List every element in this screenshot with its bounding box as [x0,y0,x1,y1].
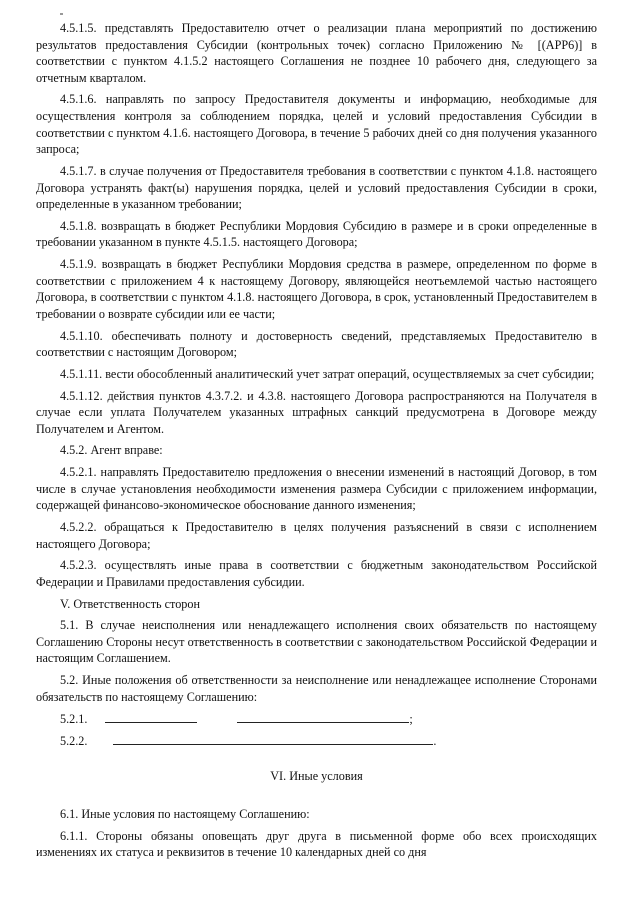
scan-artifact [60,13,63,15]
clause-5-2: 5.2. Иные положения об ответственности за неисполнение или ненадлежащее исполнение Сторонами обязательств по настоящему Соглашению: [36,673,597,704]
clause-5-2-1 [36,710,597,728]
clause-5-2-1-end: ; [409,712,413,727]
clause-6-1: 6.1. Иные условия по настоящему Соглашению: [60,807,310,822]
clause-4-5-1-7: 4.5.1.7. в случае получения от Предоставителя требования в соответствии с пунктом 4.1.8. настоящего Договора устранять факт(ы) нарушения порядка, целей и условий предоставления Субсидии в сроки, определенные в указанном требовании; [36,163,597,212]
blank-line [237,710,409,723]
clause-4-5-1-8: 4.5.1.8. возвращать в бюджет Республики Мордовия Субсидию в размере и в сроки определенные в требовании указанном в пункте 4.5.1.5. настоящего Договора; [36,218,597,250]
clause-4-5-1-10: 4.5.1.10. обеспечивать полноту и достоверность сведений, представляемых Предоставителю в соответствии с настоящим Договором; [36,328,597,360]
blank-line [113,732,433,745]
clause-4-5-1-11: 4.5.1.11. вести обособленный аналитический учет затрат операций, осуществляемых за счет субсидии; [60,366,595,381]
clause-6-1-1: 6.1.1. Стороны обязаны оповещать друг друга в письменной форме обо всех происходящих изменениях их статуса и реквизитов в течение 10 календарных дней со дня [36,828,597,860]
clause-5-2-2 [36,732,597,750]
clause-4-5-1-12: 4.5.1.12. действия пунктов 4.3.7.2. и 4.3.8. настоящего Договора распространяются на Получателя в случае если уплата Получателем указанных штрафных санкций предусмотрена в Договоре между Получателем и Агентом. [36,388,597,436]
section-vi-title: VI. Иные условия [270,768,363,783]
clause-4-5-1-9: 4.5.1.9. возвращать в бюджет Республики Мордовия средства в размере, определенном по форме в соответствии с приложением 4 к настоящему Договору, являющейся неотъемлемой частью настоящего Договора, в соответствии с пунктом 4.1.8. настоящего Договора, в срок, установленный Предоставителем в требовании о возврате субсидии или ее части; [36,257,597,321]
clause-5-2-2-end: . [433,733,437,748]
clause-4-5-1-5: 4.5.1.5. представлять Предоставителю отчет о реализации плана мероприятий по достижению результатов предоставления Субсидии (контрольных точек) согласно Приложению № [(APP6)] в соответствии с пунктом 4.1.5.2 настоящего Соглашения не позднее 10 рабочего дня, следующего за отчетным кварталом. [36,21,597,85]
clause-4-5-2-2: 4.5.2.2. обращаться к Предоставителю в целях получения разъяснений в связи с исполнением настоящего Договора; [36,519,597,551]
clause-4-5-2-1: 4.5.2.1. направлять Предоставителю предложения о внесении изменений в настоящий Договор, в том числе в случае установления необходимости изменения размера Субсидии с приложением информации, содержащей финансово-экономическое обоснование данного изменения; [36,465,597,513]
clause-4-5-2-3: 4.5.2.3. осуществлять иные права в соответствии с бюджетным законодательством Российской Федерации и Правилами предоставления субсидии. [36,558,597,589]
blank-line [105,710,197,723]
clause-5-1: 5.1. В случае неисполнения или ненадлежащего исполнения своих обязательств по настоящему Соглашению Стороны несут ответственность в соответствии с законодательством Российской Федерации и настоящим Соглашением. [36,618,597,666]
clause-4-5-1-6: 4.5.1.6. направлять по запросу Предоставителя документы и информацию, необходимые для осуществления контроля за соблюдением порядка, целей и условий предоставления Субсидии в соответствии с пунктом 4.1.6. настоящего Договора, в течение 5 рабочих дней со дня получения указанного запроса; [36,92,597,157]
document-body [36,20,597,866]
clause-5-2-1-label: 5.2.1. [60,712,88,727]
clause-4-5-2: 4.5.2. Агент вправе: [60,443,163,458]
clause-5-2-2-label: 5.2.2. [60,733,88,748]
section-v-heading: V. Ответственность сторон [60,596,201,611]
